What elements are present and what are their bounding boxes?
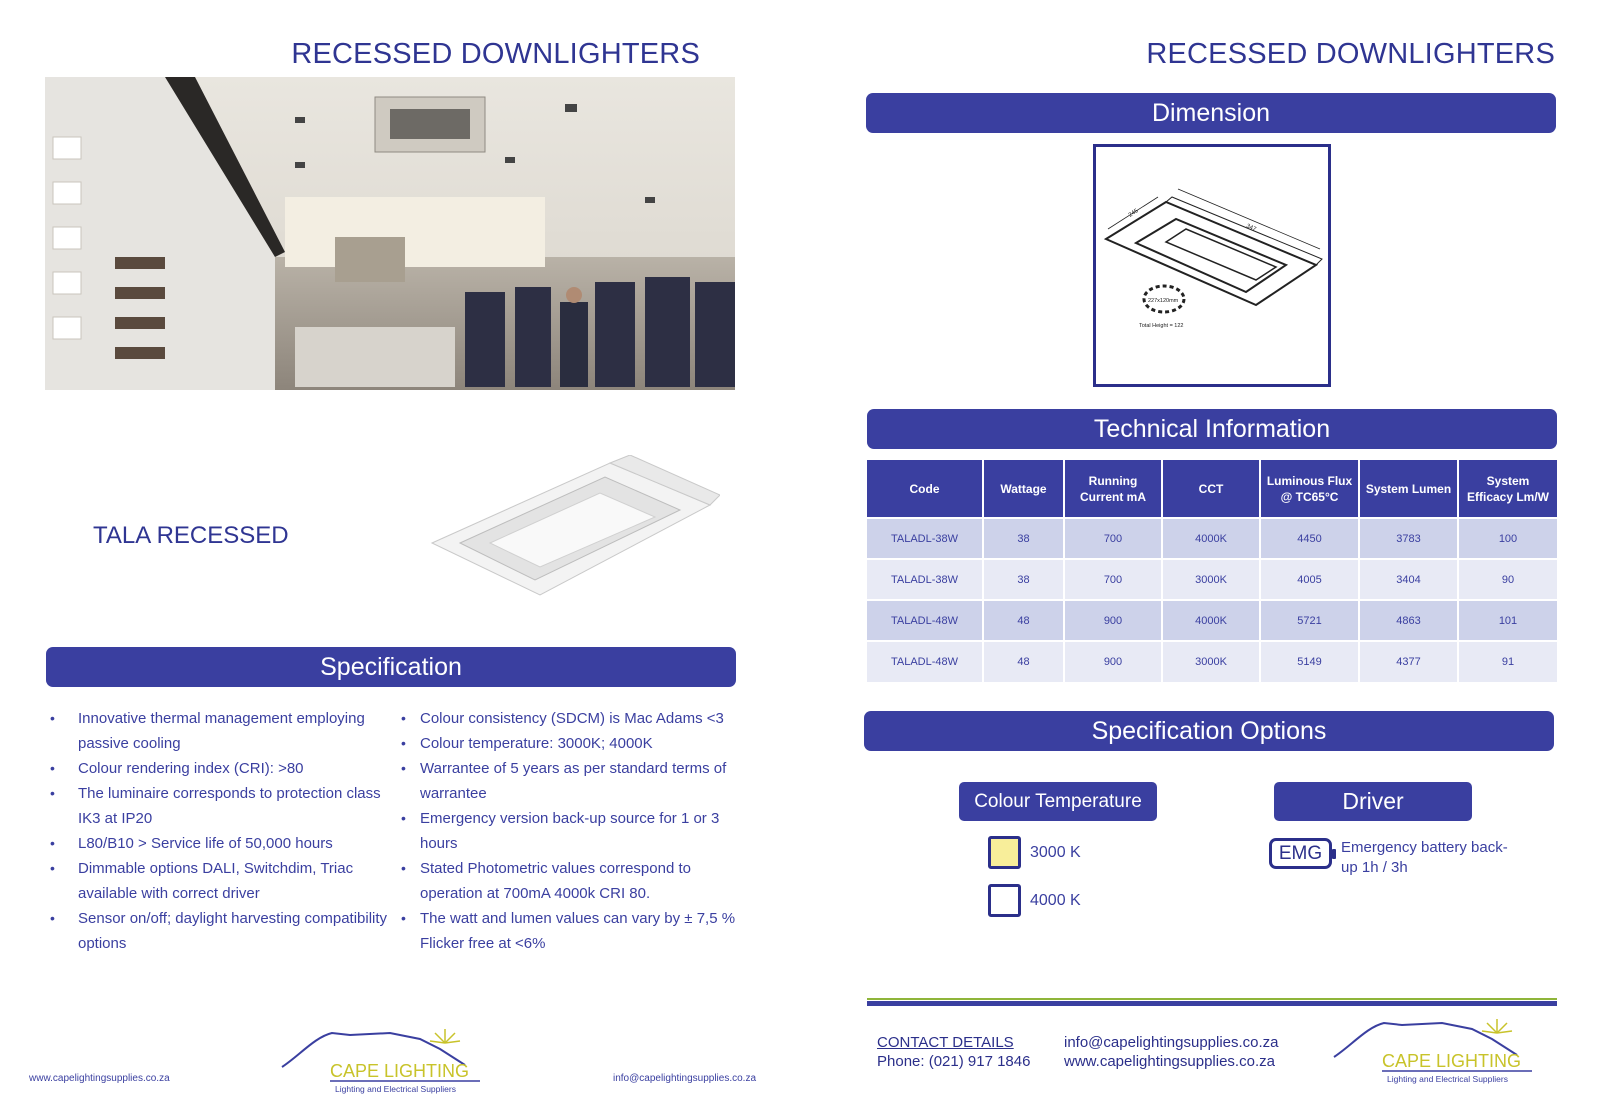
table-row [867,518,1557,559]
table-cell: 48 [983,641,1064,682]
contact-email-link[interactable]: info@capelightingsupplies.co.za [1064,1034,1279,1051]
table-cell: 4000K [1162,600,1260,641]
table-cell: 3404 [1359,559,1458,600]
specification-list-right [398,706,743,956]
column-header: System Lumen [1359,460,1458,518]
column-header: Running Current mA [1064,460,1162,518]
spec-item: • The watt and lumen values can vary by ± 7,5 % Flicker free at <6% [398,906,743,956]
cape-lighting-logo [1332,1015,1542,1090]
table-cell: 4377 [1359,641,1458,682]
right-page-title: RECESSED DOWNLIGHTERS [1146,38,1555,70]
column-header: Code [867,460,983,518]
footer-divider-blue [867,1001,1557,1006]
logo-name: CAPE LIGHTING [330,1061,470,1081]
spec-item: • Dimmable options DALI, Switchdim, Triac available with correct driver [46,856,396,906]
table-cell: 4000K [1162,518,1260,559]
spec-item: • L80/B10 > Service life of 50,000 hours [46,831,396,856]
contact-phone: Phone: (021) 917 1846 [877,1053,1031,1070]
specification-list-left [46,706,396,956]
colour-swatch-4000k [988,884,1021,917]
cape-lighting-logo [280,1025,490,1097]
spec-item: • Warrantee of 5 years as per standard terms of warrantee [398,756,743,806]
specification-heading: Specification [46,647,736,687]
emg-badge-label: EMG [1278,842,1323,864]
table-row [867,641,1557,682]
product-name: TALA RECESSED [93,522,289,549]
footer-website-link[interactable]: www.capelightingsupplies.co.za [29,1073,170,1084]
footer-email-link[interactable]: info@capelightingsupplies.co.za [613,1073,757,1084]
tala-recessed-product-image [430,455,720,605]
colour-swatch-3000k [988,836,1021,869]
table-cell: 90 [1458,559,1557,600]
driver-heading: Driver [1274,782,1472,821]
dimension-height-label: Total Height = 122 [1139,323,1184,329]
table-cell: 700 [1064,559,1162,600]
logo-tagline: Lighting and Electrical Suppliers [335,1084,456,1094]
table-row [867,600,1557,641]
table-cell: 700 [1064,518,1162,559]
spec-item: • Sensor on/off; daylight harvesting compatibility options [46,906,396,956]
table-cell: 900 [1064,600,1162,641]
table-cell: 3000K [1162,641,1260,682]
specification-options-heading: Specification Options [864,711,1554,751]
store-interior-photo [45,77,735,390]
footer-divider-green [867,998,1557,1000]
table-cell: TALADL-48W [867,641,983,682]
spec-item: • Emergency version back-up source for 1 or 3 hours [398,806,743,856]
table-row [867,559,1557,600]
emergency-battery-text: Emergency battery back-up 1h / 3h [1341,839,1508,876]
contact-website-link[interactable]: www.capelightingsupplies.co.za [1064,1053,1275,1070]
spec-item: • Colour consistency (SDCM) is Mac Adams <3 [398,706,743,731]
emg-battery-icon [1269,838,1332,869]
spec-item: • Stated Photometric values correspond to operation at 700mA 4000k CRI 80. [398,856,743,906]
table-cell: TALADL-38W [867,559,983,600]
table-cell: 100 [1458,518,1557,559]
table-cell: TALADL-38W [867,518,983,559]
colour-option-label: 3000 K [1030,844,1081,861]
dimension-width-label: 245 [1127,208,1140,219]
table-cell: 91 [1458,641,1557,682]
table-cell: 4005 [1260,559,1359,600]
logo-tagline: Lighting and Electrical Suppliers [1387,1074,1508,1084]
logo-name: CAPE LIGHTING [1382,1051,1522,1071]
table-cell: 101 [1458,600,1557,641]
spec-item: • Colour rendering index (CRI): >80 [46,756,396,781]
dimension-length-label: 347 [1245,223,1257,233]
technical-information-heading: Technical Information [867,409,1557,449]
table-cell: 4450 [1260,518,1359,559]
table-cell: 38 [983,559,1064,600]
column-header: Luminous Flux @ TC65°C [1260,460,1359,518]
table-cell: TALADL-48W [867,600,983,641]
dimension-drawing [1093,144,1331,387]
table-cell: 5149 [1260,641,1359,682]
spec-item: • Innovative thermal management employing passive cooling [46,706,396,756]
table-cell: 3000K [1162,559,1260,600]
left-page-title: RECESSED DOWNLIGHTERS [291,38,700,70]
spec-item: • The luminaire corresponds to protection class IK3 at IP20 [46,781,396,831]
table-cell: 38 [983,518,1064,559]
table-cell: 4863 [1359,600,1458,641]
table-cell: 3783 [1359,518,1458,559]
colour-temperature-heading: Colour Temperature [959,782,1157,821]
contact-details-heading: CONTACT DETAILS [877,1034,1014,1051]
column-header: System Efficacy Lm/W [1458,460,1557,518]
table-header-row [867,460,1557,518]
column-header: Wattage [983,460,1064,518]
table-cell: 48 [983,600,1064,641]
colour-option-label: 4000 K [1030,892,1081,909]
table-cell: 900 [1064,641,1162,682]
technical-information-table [867,460,1557,682]
dimension-cutout-label: 227x120mm [1148,298,1179,304]
table-cell: 5721 [1260,600,1359,641]
spec-item: • Colour temperature: 3000K; 4000K [398,731,743,756]
dimension-heading: Dimension [866,93,1556,133]
column-header: CCT [1162,460,1260,518]
